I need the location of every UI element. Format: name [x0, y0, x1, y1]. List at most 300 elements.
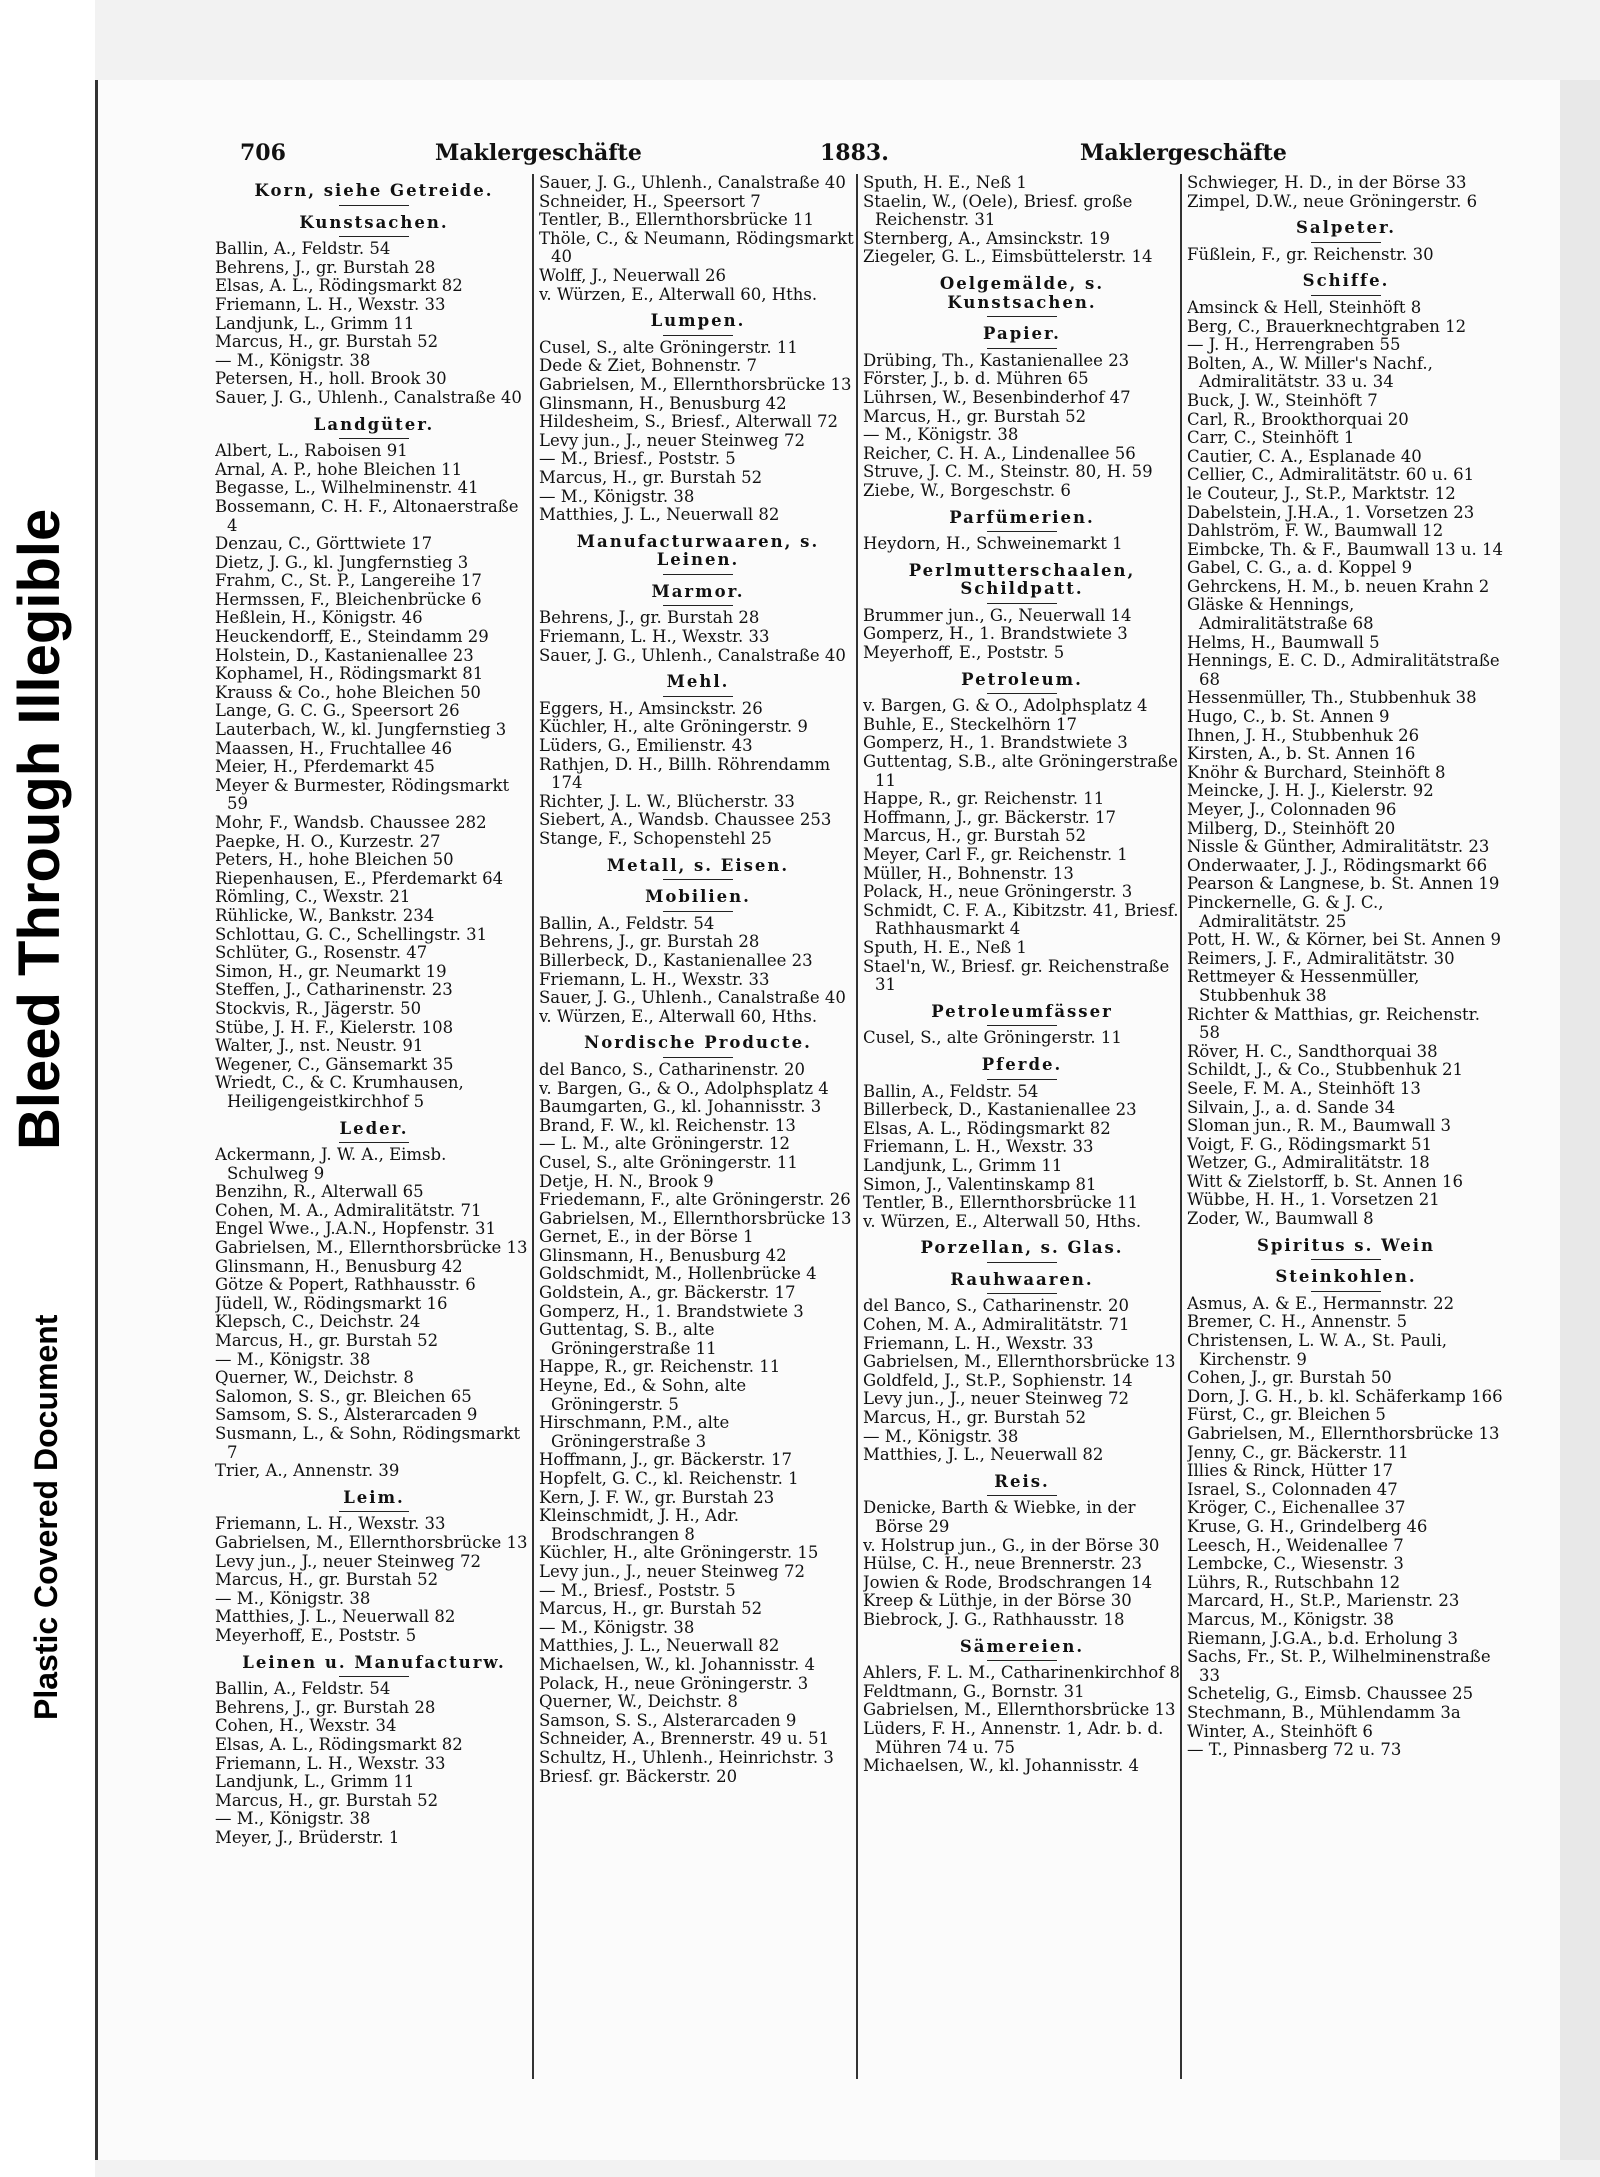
directory-entry: — M., Königstr. 38 — [215, 350, 371, 370]
directory-entry: — T., Pinnasberg 72 u. 73 — [1187, 1740, 1402, 1760]
directory-entry: Paepke, H. O., Kurzestr. 27 — [215, 831, 441, 851]
section-underline — [663, 879, 733, 880]
directory-entry: Meyerhoff, E., Poststr. 5 — [215, 1625, 417, 1645]
directory-entry: Hoffmann, J., gr. Bäckerstr. 17 — [539, 1450, 792, 1470]
section-underline — [987, 1495, 1057, 1496]
section-heading: Reis. — [994, 1471, 1050, 1491]
directory-entry: Levy jun., J., neuer Steinweg 72 — [539, 1561, 805, 1581]
directory-entry: v. Bargen, G., & O., Adolphsplatz 4 — [539, 1078, 829, 1098]
directory-entry: Gehrckens, H. M., b. neuen Krahn 2 — [1187, 576, 1490, 596]
directory-entry: — M., Briesf., Poststr. 5 — [539, 1580, 736, 1600]
directory-entry: Helms, H., Baumwall 5 — [1187, 632, 1380, 652]
directory-entry: Dede & Ziet, Bohnenstr. 7 — [539, 356, 757, 376]
directory-entry: Gernet, E., in der Börse 1 — [539, 1227, 754, 1247]
directory-entry: Briesf. gr. Bäckerstr. 20 — [539, 1766, 738, 1786]
directory-entry: Friemann, L. H., Wexstr. 33 — [863, 1333, 1094, 1353]
directory-entry: Winter, A., Steinhöft 6 — [1187, 1721, 1373, 1741]
directory-entry: Eggers, H., Amsinckstr. 26 — [539, 698, 763, 718]
bleed-through-label: Bleed Through Illegible — [7, 508, 72, 1150]
section-heading: Perlmutterschaalen, Schildpatt. — [908, 560, 1136, 599]
directory-entry: Behrens, J., gr. Burstah 28 — [539, 932, 760, 952]
directory-entry: Sloman jun., R. M., Baumwall 3 — [1187, 1116, 1452, 1136]
directory-entry: Rettmeyer & Hessenmüller, Stubbenhuk 38 — [1187, 967, 1420, 1005]
directory-entry: Lembcke, C., Wiesenstr. 3 — [1187, 1554, 1404, 1574]
directory-entry: Buck, J. W., Steinhöft 7 — [1187, 390, 1378, 410]
directory-entry: Gomperz, H., 1. Brandstwiete 3 — [539, 1301, 804, 1321]
directory-entry: Benzihn, R., Alterwall 65 — [215, 1182, 424, 1202]
section-underline — [987, 693, 1057, 694]
directory-entry: Hoffmann, J., gr. Bäckerstr. 17 — [863, 807, 1116, 827]
directory-entry: Michaelsen, W., kl. Johannisstr. 4 — [863, 1756, 1140, 1776]
directory-entry: Thöle, C., & Neumann, Rödingsmarkt 40 — [539, 228, 854, 267]
directory-entry: Stübe, J. H. F., Kielerstr. 108 — [215, 1017, 454, 1037]
directory-entry: Ziegeler, G. L., Eimsbüttelerstr. 14 — [863, 247, 1153, 267]
directory-entry: Ahlers, F. L. M., Catharinenkirchhof 8 — [863, 1663, 1181, 1683]
section-heading: Spiritus s. Wein — [1256, 1235, 1436, 1255]
directory-entry: — M., Königstr. 38 — [539, 486, 695, 506]
section-heading: Lumpen. — [650, 311, 746, 331]
section-underline — [1311, 1291, 1381, 1292]
directory-entry: Steffen, J., Catharinenstr. 23 — [215, 980, 453, 1000]
section-underline — [987, 1025, 1057, 1026]
directory-entry: Gabel, C. G., a. d. Koppel 9 — [1187, 558, 1413, 578]
directory-entry: Behrens, J., gr. Burstah 28 — [539, 608, 760, 628]
directory-entry: Ballin, A., Feldstr. 54 — [215, 1679, 391, 1699]
directory-entry: Voigt, F. G., Rödingsmarkt 51 — [1187, 1134, 1433, 1154]
directory-entry: Hennings, E. C. D., Admiralitätstraße 68 — [1187, 651, 1500, 689]
section-heading: Sämereien. — [959, 1636, 1085, 1656]
directory-entry: Küchler, H., alte Gröningerstr. 15 — [539, 1543, 819, 1563]
directory-entry: Stockvis, R., Jägerstr. 50 — [215, 998, 422, 1018]
directory-entry: Matthies, J. L., Neuerwall 82 — [539, 1636, 780, 1656]
directory-entry: Hirschmann, P.M., alte Gröningerstraße 3 — [539, 1413, 730, 1451]
directory-entry: v. Würzen, E., Alterwall 50, Hths. — [863, 1211, 1142, 1231]
directory-entry: Marcus, H., gr. Burstah 52 — [863, 826, 1087, 846]
directory-entry: Lauterbach, W., kl. Jungfernstieg 3 — [215, 720, 507, 740]
directory-entry: Füßlein, F., gr. Reichenstr. 30 — [1187, 244, 1434, 264]
directory-entry: Salomon, S. S., gr. Bleichen 65 — [215, 1386, 472, 1406]
section-heading: Nordische Producte. — [584, 1033, 812, 1053]
section-underline — [987, 316, 1057, 317]
directory-entry: Feldtmann, G., Bornstr. 31 — [863, 1681, 1085, 1701]
directory-entry: Lührs, R., Rutschbahn 12 — [1187, 1572, 1401, 1592]
directory-entry: Peters, H., hohe Bleichen 50 — [215, 850, 454, 870]
section-underline — [663, 696, 733, 697]
section-heading: Kunstsachen. — [299, 212, 449, 232]
plastic-covered-label: Plastic Covered Document — [28, 1314, 64, 1720]
directory-entry: Goldschmidt, M., Hollenbrücke 4 — [539, 1264, 817, 1284]
section-heading: Schiffe. — [1302, 271, 1390, 291]
directory-entry: Rathjen, D. H., Billh. Röhrendamm 174 — [539, 754, 831, 793]
directory-entry: Gabrielsen, M., Ellernthorsbrücke 13 — [863, 1352, 1176, 1372]
directory-entry: v. Holstrup jun., G., in der Börse 30 — [863, 1535, 1160, 1555]
section-heading: Korn, siehe Getreide. — [254, 181, 494, 200]
directory-entry: Ballin, A., Feldstr. 54 — [215, 239, 391, 259]
section-underline — [339, 1676, 409, 1677]
directory-entry: Wriedt, C., & C. Krumhausen, Heiligengeistkirchhof 5 — [215, 1073, 464, 1111]
directory-entry: Gabrielsen, M., Ellernthorsbrücke 13 — [215, 1532, 528, 1552]
directory-entry: Kruse, G. H., Grindelberg 46 — [1187, 1516, 1428, 1536]
directory-entry: Nissle & Günther, Admiralitätstr. 23 — [1187, 837, 1490, 857]
directory-entry: — M., Königstr. 38 — [863, 425, 1019, 445]
section-heading: Marmor. — [651, 581, 745, 601]
directory-entry: Bossemann, C. H. F., Altonaerstraße 4 — [215, 496, 519, 535]
header-right-title: Maklergeschäfte — [1080, 140, 1287, 166]
directory-entry: Jenny, C., gr. Bäckerstr. 11 — [1187, 1442, 1409, 1462]
directory-entry: Christensen, L. W. A., St. Pauli, Kirchenstr. 9 — [1187, 1331, 1447, 1369]
directory-entry: Cohen, J., gr. Burstah 50 — [1187, 1368, 1392, 1388]
directory-entry: Jüdell, W., Rödingsmarkt 16 — [215, 1293, 448, 1313]
directory-entry: Behrens, J., gr. Burstah 28 — [215, 257, 436, 277]
section-heading: Metall, s. Eisen. — [606, 855, 790, 875]
directory-entry: Meyer, Carl F., gr. Reichenstr. 1 — [863, 845, 1128, 864]
directory-entry: Israel, S., Colonnaden 47 — [1187, 1479, 1398, 1499]
directory-entry: Landjunk, L., Grimm 11 — [863, 1155, 1063, 1175]
directory-entry: Silvain, J., a. d. Sande 34 — [1187, 1097, 1396, 1117]
directory-entry: Illies & Rinck, Hütter 17 — [1187, 1461, 1393, 1481]
directory-entry: Buhle, E., Steckelhörn 17 — [863, 714, 1077, 734]
directory-entry: Kröger, C., Eichenallee 37 — [1187, 1498, 1406, 1518]
directory-entry: Denicke, Barth & Wiebke, in der Börse 29 — [863, 1498, 1136, 1536]
directory-entry: Carl, R., Brookthorquai 20 — [1187, 409, 1409, 429]
directory-entry: Dorn, J. G. H., b. kl. Schäferkamp 166 — [1187, 1386, 1503, 1406]
directory-entry: Pinckernelle, G. & J. C., Admiralitätstr. 25 — [1187, 892, 1384, 931]
directory-entry: Leesch, H., Weidenallee 7 — [1187, 1535, 1404, 1555]
directory-entry: Bremer, C. H., Annenstr. 5 — [1187, 1312, 1408, 1332]
column-4 — [1187, 174, 1505, 2074]
directory-entry: Fürst, C., gr. Bleichen 5 — [1187, 1405, 1386, 1425]
directory-entry: Behrens, J., gr. Burstah 28 — [215, 1697, 436, 1717]
section-underline — [987, 1293, 1057, 1294]
section-heading: Mobilien. — [645, 887, 751, 907]
directory-entry: Schneider, H., Speersort 7 — [539, 191, 761, 211]
section-heading: Petroleum. — [961, 669, 1083, 689]
directory-entry: Denzau, C., Görttwiete 17 — [215, 534, 433, 554]
directory-entry: Müller, H., Bohnenstr. 13 — [863, 863, 1074, 883]
section-underline — [339, 1511, 409, 1512]
section-underline — [987, 1660, 1057, 1661]
directory-entry: Seele, F. M. A., Steinhöft 13 — [1187, 1078, 1421, 1098]
directory-entry: Ballin, A., Feldstr. 54 — [539, 913, 715, 933]
directory-entry: — M., Königstr. 38 — [215, 1588, 371, 1608]
directory-entry: — J. H., Herrengraben 55 — [1187, 335, 1401, 355]
directory-entry: Detje, H. N., Brook 9 — [539, 1171, 714, 1191]
page-header — [120, 140, 1300, 176]
directory-entry: Querner, W., Deichstr. 8 — [539, 1692, 738, 1712]
directory-entry: Schetelig, G., Eimsb. Chaussee 25 — [1187, 1684, 1474, 1704]
directory-entry: Reimers, J. F., Admiralitätstr. 30 — [1187, 948, 1455, 968]
directory-entry: Hermssen, F., Bleichenbrücke 6 — [215, 589, 482, 609]
directory-entry: Amsinck & Hell, Steinhöft 8 — [1187, 297, 1422, 317]
directory-entry: Meyer & Burmester, Rödingsmarkt 59 — [215, 775, 510, 814]
directory-entry: Marcus, H., gr. Burstah 52 — [539, 1599, 763, 1619]
directory-entry: Staelin, W., (Oele), Briesf. große Reichenstr. 31 — [863, 191, 1133, 230]
directory-entry: Hülse, C. H., neue Brennerstr. 23 — [863, 1554, 1143, 1574]
directory-entry: Friemann, L. H., Wexstr. 33 — [863, 1137, 1094, 1157]
directory-entry: Pott, H. W., & Körner, bei St. Annen 9 — [1187, 930, 1501, 950]
directory-entry: Begasse, L., Wilhelminenstr. 41 — [215, 478, 479, 498]
directory-entry: Siebert, A., Wandsb. Chaussee 253 — [539, 810, 832, 830]
directory-entry: Ballin, A., Feldstr. 54 — [863, 1081, 1039, 1101]
section-underline — [987, 531, 1057, 532]
directory-entry: Polack, H., neue Gröningerstr. 3 — [539, 1673, 809, 1693]
section-heading: Porzellan, s. Glas. — [920, 1238, 1124, 1258]
directory-entry: Cohen, M. A., Admiralitätstr. 71 — [215, 1200, 482, 1220]
directory-entry: Lange, G. C. G., Speersort 26 — [215, 701, 460, 721]
directory-entry: Lührsen, W., Besenbinderhof 47 — [863, 387, 1131, 407]
directory-entry: — L. M., alte Gröningerstr. 12 — [539, 1134, 790, 1154]
directory-entry: Klepsch, C., Deichstr. 24 — [215, 1312, 421, 1332]
directory-entry: Richter, J. L. W., Blücherstr. 33 — [539, 791, 795, 811]
directory-entry: Sputh, H. E., Neß 1 — [863, 937, 1027, 957]
section-heading: Papier. — [983, 324, 1061, 344]
directory-entry: Gläske & Hennings, Admiralitätstraße 68 — [1187, 595, 1374, 634]
section-underline — [663, 335, 733, 336]
directory-entry: Richter & Matthias, gr. Reichenstr. 58 — [1187, 1004, 1480, 1043]
directory-entry: Heydorn, H., Schweinemarkt 1 — [863, 534, 1123, 554]
directory-entry: Albert, L., Raboisen 91 — [215, 441, 408, 461]
section-heading: Manufacturwaaren, s. Leinen. — [576, 531, 820, 570]
section-heading: Salpeter. — [1296, 218, 1396, 238]
directory-entry: Landjunk, L., Grimm 11 — [215, 313, 415, 333]
directory-entry: Susmann, L., & Sohn, Rödingsmarkt 7 — [215, 1424, 521, 1462]
directory-entry: Friemann, L. H., Wexstr. 33 — [539, 969, 770, 989]
directory-entry: Ziebe, W., Borgeschstr. 6 — [863, 480, 1071, 500]
section-underline — [663, 574, 733, 575]
directory-entry: del Banco, S., Catharinenstr. 20 — [539, 1059, 805, 1079]
directory-entry: Hugo, C., b. St. Annen 9 — [1187, 707, 1390, 727]
directory-entry: Levy jun., J., neuer Steinweg 72 — [215, 1551, 481, 1571]
directory-entry: Brand, F. W., kl. Reichenstr. 13 — [539, 1115, 796, 1135]
directory-entry: Marcard, H., St.P., Marienstr. 23 — [1187, 1591, 1460, 1611]
directory-entry: Friedemann, F., alte Gröningerstr. 26 — [539, 1190, 851, 1210]
directory-entry: v. Würzen, E., Alterwall 60, Hths. — [539, 1006, 818, 1026]
directory-entry: Schultz, H., Uhlenh., Heinrichstr. 3 — [539, 1747, 834, 1767]
section-underline — [663, 911, 733, 912]
directory-entry: Ackermann, J. W. A., Eimsb. Schulweg 9 — [215, 1145, 447, 1183]
directory-entry: Drübing, Th., Kastanienallee 23 — [863, 350, 1130, 370]
directory-entry: Bolten, A., W. Miller's Nachf., Admiralitätstr. 33 u. 34 — [1187, 353, 1433, 392]
section-underline — [663, 605, 733, 606]
directory-entry: Kleinschmidt, J. H., Adr. Brodschrangen 8 — [539, 1506, 739, 1544]
directory-entry: Krauss & Co., hohe Bleichen 50 — [215, 682, 481, 702]
directory-entry: Elsas, A. L., Rödingsmarkt 82 — [215, 276, 463, 296]
section-underline — [1311, 295, 1381, 296]
directory-entry: Meier, H., Pferdemarkt 45 — [215, 757, 435, 777]
directory-entry: Maassen, H., Fruchtallee 46 — [215, 738, 453, 758]
directory-entry: Stechmann, B., Mühlendamm 3a — [1187, 1702, 1461, 1722]
section-heading: Leim. — [343, 1487, 405, 1507]
directory-entry: Heyne, Ed., & Sohn, alte Gröningerstr. 5 — [539, 1376, 747, 1414]
section-underline — [987, 1079, 1057, 1080]
directory-entry: Samsom, S. S., Alsterarcaden 9 — [215, 1405, 478, 1425]
directory-entry: Riemann, J.G.A., b.d. Erholung 3 — [1187, 1628, 1458, 1648]
directory-entry: Biebrock, J. G., Rathhausstr. 18 — [863, 1609, 1125, 1629]
directory-entry: Glinsmann, H., Benusburg 42 — [539, 393, 787, 413]
section-heading: Parfümerien. — [949, 507, 1095, 527]
directory-entry: Happe, R., gr. Reichenstr. 11 — [539, 1357, 781, 1377]
directory-entry: Billerbeck, D., Kastanienallee 23 — [539, 950, 813, 970]
section-underline — [987, 603, 1057, 604]
column-2 — [539, 174, 857, 2074]
directory-entry: Elsas, A. L., Rödingsmarkt 82 — [215, 1734, 463, 1754]
directory-entry: Goldfeld, J., St.P., Sophienstr. 14 — [863, 1370, 1133, 1390]
directory-entry: Zoder, W., Baumwall 8 — [1187, 1209, 1374, 1229]
section-heading: Rauhwaaren. — [950, 1269, 1094, 1289]
directory-entry: Dabelstein, J.H.A., 1. Vorsetzen 23 — [1187, 502, 1475, 522]
directory-entry: Levy jun., J., neuer Steinweg 72 — [539, 430, 805, 450]
directory-entry: Matthies, J. L., Neuerwall 82 — [863, 1445, 1104, 1465]
directory-entry: Querner, W., Deichstr. 8 — [215, 1368, 414, 1388]
column-1 — [215, 174, 533, 2074]
directory-entry: Cellier, C., Admiralitätstr. 60 u. 61 — [1187, 465, 1475, 485]
directory-entry: Onderwaater, J. J., Rödingsmarkt 66 — [1187, 855, 1488, 875]
section-heading: Pferde. — [981, 1054, 1063, 1074]
directory-entry: Eimbcke, Th. & F., Baumwall 13 u. 14 — [1187, 539, 1504, 559]
directory-entry: Knöhr & Burchard, Steinhöft 8 — [1187, 762, 1446, 782]
directory-entry: Frahm, C., St. P., Langereihe 17 — [215, 571, 482, 591]
directory-entry: Friemann, L. H., Wexstr. 33 — [215, 1514, 446, 1534]
directory-entry: Stange, F., Schopenstehl 25 — [539, 829, 772, 848]
section-heading: Mehl. — [666, 672, 730, 692]
directory-entry: Friemann, L. H., Wexstr. 33 — [215, 1753, 446, 1773]
directory-entry: Dahlström, F. W., Baumwall 12 — [1187, 521, 1444, 541]
section-underline — [987, 1262, 1057, 1263]
directory-entry: Kreep & Lüthje, in der Börse 30 — [863, 1591, 1132, 1611]
directory-entry: Tentler, B., Ellernthorsbrücke 11 — [863, 1193, 1138, 1213]
section-heading: Landgüter. — [313, 414, 435, 434]
directory-entry: Schlüter, G., Rosenstr. 47 — [215, 943, 428, 963]
section-underline — [1311, 242, 1381, 243]
directory-entry: Gabrielsen, M., Ellernthorsbrücke 13 — [539, 1208, 852, 1228]
directory-entry: Gabrielsen, M., Ellernthorsbrücke 13 — [215, 1238, 528, 1258]
directory-entry: Sachs, Fr., St. P., Wilhelminenstraße 33 — [1187, 1647, 1491, 1685]
section-underline — [663, 1057, 733, 1058]
directory-entry: Friemann, L. H., Wexstr. 33 — [215, 294, 446, 314]
directory-entry: Ihnen, J. H., Stubbenhuk 26 — [1187, 725, 1420, 745]
directory-entry: Petersen, H., holl. Brook 30 — [215, 369, 447, 389]
directory-entry: Glinsmann, H., Benusburg 42 — [539, 1245, 787, 1265]
page-edge — [1560, 80, 1600, 2160]
directory-entry: Cohen, H., Wexstr. 34 — [215, 1716, 397, 1736]
directory-entry: Meincke, J. H. J., Kielerstr. 92 — [1187, 781, 1434, 801]
page-number: 706 — [240, 140, 286, 166]
directory-entry: Kophamel, H., Rödingsmarkt 81 — [215, 664, 484, 684]
directory-columns — [215, 174, 1510, 2074]
directory-entry: Zimpel, D.W., neue Gröningerstr. 6 — [1187, 191, 1478, 211]
directory-entry: Meyer, J., Brüderstr. 1 — [215, 1827, 400, 1847]
directory-entry: del Banco, S., Catharinenstr. 20 — [863, 1296, 1129, 1316]
directory-entry: Lüders, G., Emilienstr. 43 — [539, 736, 753, 756]
section-heading: Oelgemälde, s. Kunstsachen. — [939, 273, 1105, 312]
directory-entry: Meyer, J., Colonnaden 96 — [1187, 800, 1397, 819]
directory-entry: Engel Wwe., J.A.N., Hopfenstr. 31 — [215, 1219, 496, 1239]
directory-entry: Sauer, J. G., Uhlenh., Canalstraße 40 — [539, 645, 846, 665]
directory-entry: Marcus, H., gr. Burstah 52 — [863, 1408, 1087, 1428]
directory-entry: Gabrielsen, M., Ellernthorsbrücke 13 — [863, 1700, 1176, 1720]
directory-entry: Hopfelt, G. C., kl. Reichenstr. 1 — [539, 1469, 799, 1488]
directory-entry: Wübbe, H. H., 1. Vorsetzen 21 — [1187, 1190, 1440, 1210]
directory-entry: Glinsmann, H., Benusburg 42 — [215, 1256, 463, 1276]
directory-entry: Hildesheim, S., Briesf., Alterwall 72 — [539, 412, 838, 432]
directory-entry: Gabrielsen, M., Ellernthorsbrücke 13 — [1187, 1424, 1500, 1443]
directory-entry: v. Bargen, G. & O., Adolphsplatz 4 — [863, 696, 1148, 716]
directory-entry: Lüders, F. H., Annenstr. 1, Adr. b. d. Mühren 74 u. 75 — [863, 1718, 1164, 1757]
directory-entry: Simon, J., Valentinskamp 81 — [863, 1174, 1097, 1194]
directory-entry: Wolff, J., Neuerwall 26 — [539, 265, 726, 285]
directory-entry: Michaelsen, W., kl. Johannisstr. 4 — [539, 1654, 816, 1674]
directory-entry: Sauer, J. G., Uhlenh., Canalstraße 40 — [215, 387, 522, 407]
directory-entry: Marcus, H., gr. Burstah 52 — [215, 332, 439, 352]
directory-entry: Mohr, F., Wandsb. Chaussee 282 — [215, 813, 487, 832]
directory-entry: — M., Briesf., Poststr. 5 — [539, 449, 736, 469]
directory-entry: Meyerhoff, E., Poststr. 5 — [863, 643, 1065, 663]
section-underline — [339, 236, 409, 237]
directory-entry: le Couteur, J., St.P., Marktstr. 12 — [1187, 483, 1456, 503]
section-heading: Steinkohlen. — [1275, 1267, 1417, 1287]
directory-entry: Billerbeck, D., Kastanienallee 23 — [863, 1100, 1137, 1120]
directory-entry: Marcus, H., gr. Burstah 52 — [215, 1790, 439, 1810]
directory-entry: Wegener, C., Gänsemarkt 35 — [215, 1054, 454, 1074]
directory-entry: Hessenmüller, Th., Stubbenhuk 38 — [1187, 688, 1477, 708]
directory-entry: Schlottau, G. C., Schellingstr. 31 — [215, 924, 488, 944]
section-heading: Leder. — [339, 1118, 409, 1138]
directory-entry: Asmus, A. & E., Hermannstr. 22 — [1187, 1293, 1455, 1313]
directory-entry: Happe, R., gr. Reichenstr. 11 — [863, 789, 1105, 809]
directory-entry: Simon, H., gr. Neumarkt 19 — [215, 961, 447, 981]
directory-entry: v. Würzen, E., Alterwall 60, Hths. — [539, 284, 818, 304]
directory-entry: Cohen, M. A., Admiralitätstr. 71 — [863, 1315, 1130, 1335]
section-underline — [339, 438, 409, 439]
directory-entry: Berg, C., Brauerknechtgraben 12 — [1187, 316, 1467, 336]
directory-entry: Matthies, J. L., Neuerwall 82 — [215, 1607, 456, 1627]
directory-entry: Cusel, S., alte Gröningerstr. 11 — [539, 1152, 798, 1172]
directory-entry: Kirsten, A., b. St. Annen 16 — [1187, 744, 1416, 764]
directory-entry: Römling, C., Wexstr. 21 — [215, 887, 411, 907]
directory-entry: Marcus, H., gr. Burstah 52 — [863, 406, 1087, 426]
directory-entry: Röver, H. C., Sandthorquai 38 — [1187, 1041, 1438, 1061]
header-left-title: Maklergeschäfte — [435, 140, 642, 166]
directory-entry: Sternberg, A., Amsinckstr. 19 — [863, 228, 1110, 248]
directory-entry: Sputh, H. E., Neß 1 — [863, 174, 1027, 192]
directory-entry: Marcus, H., gr. Burstah 52 — [215, 1570, 439, 1590]
directory-entry: Matthies, J. L., Neuerwall 82 — [539, 505, 780, 525]
directory-entry: Goldstein, A., gr. Bäckerstr. 17 — [539, 1283, 796, 1303]
directory-entry: Reicher, C. H. A., Lindenallee 56 — [863, 443, 1136, 463]
directory-entry: Dietz, J. G., kl. Jungfernstieg 3 — [215, 552, 469, 572]
section-underline — [339, 1142, 409, 1143]
directory-entry: Cusel, S., alte Gröningerstr. 11 — [863, 1028, 1122, 1048]
directory-entry: Kern, J. F. W., gr. Burstah 23 — [539, 1487, 775, 1507]
directory-entry: — M., Königstr. 38 — [215, 1809, 371, 1829]
directory-entry: Struve, J. C. M., Steinstr. 80, H. 59 — [863, 462, 1153, 482]
directory-entry: Schmidt, C. F. A., Kibitzstr. 41, Briesf. Rathhausmarkt 4 — [863, 900, 1179, 939]
directory-entry: Samson, S. S., Alsterarcaden 9 — [539, 1710, 797, 1730]
directory-entry: Wetzer, G., Admiralitätstr. 18 — [1187, 1153, 1430, 1173]
directory-entry: Gomperz, H., 1. Brandstwiete 3 — [863, 733, 1128, 753]
directory-entry: Schwieger, H. D., in der Börse 33 — [1187, 174, 1467, 192]
directory-entry: Gomperz, H., 1. Brandstwiete 3 — [863, 624, 1128, 644]
section-heading: Leinen u. Manufacturw. — [242, 1652, 506, 1672]
directory-entry: Elsas, A. L., Rödingsmarkt 82 — [863, 1118, 1111, 1138]
directory-entry: — M., Königstr. 38 — [215, 1349, 371, 1369]
directory-entry: Sauer, J. G., Uhlenh., Canalstraße 40 — [539, 174, 846, 192]
directory-entry: Stael'n, W., Briesf. gr. Reichenstraße 31 — [863, 956, 1170, 995]
directory-entry: Schildt, J., & Co., Stubbenhuk 21 — [1187, 1060, 1463, 1080]
directory-entry: Cusel, S., alte Gröningerstr. 11 — [539, 337, 798, 357]
directory-entry: Gabrielsen, M., Ellernthorsbrücke 13 — [539, 374, 852, 394]
directory-entry: Rühlicke, W., Bankstr. 234 — [215, 905, 435, 925]
